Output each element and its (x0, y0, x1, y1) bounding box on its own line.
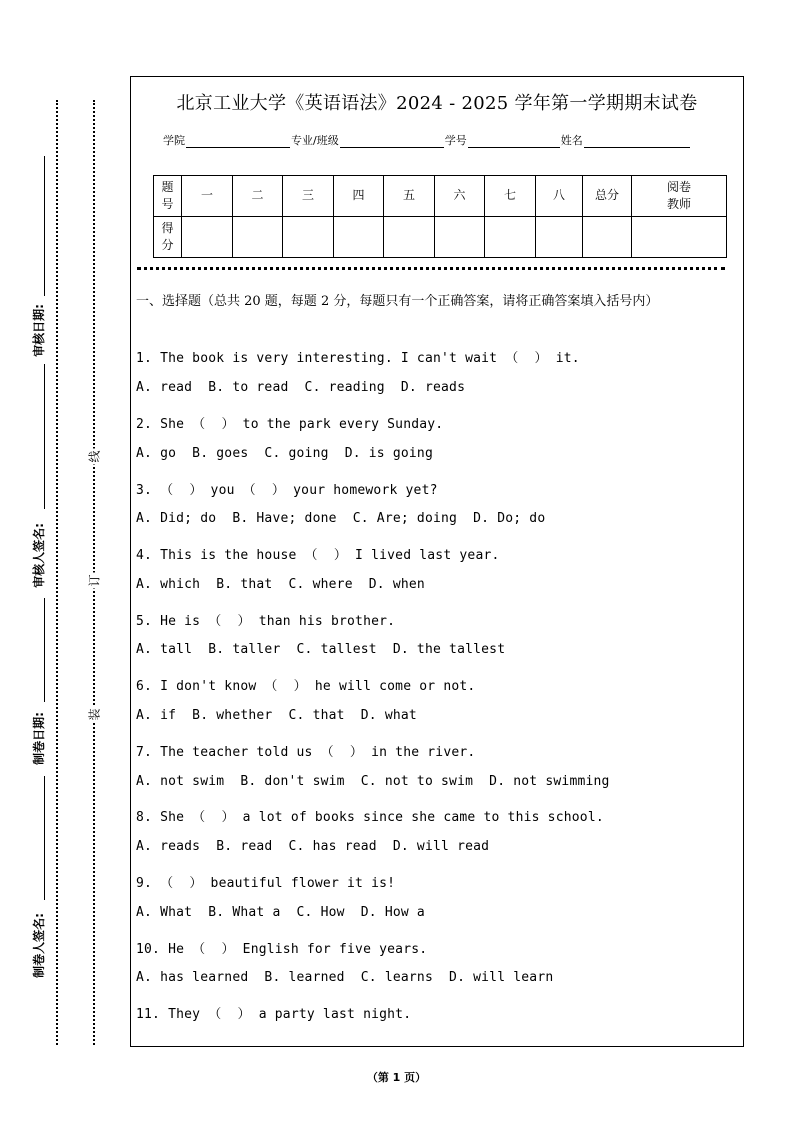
score-table (153, 175, 727, 258)
question-10: 10. He （ ） English for five years. (136, 942, 428, 957)
options-3: A. Did; do B. Have; done C. Are; doing D. Do; do (136, 511, 546, 526)
score-table-score-row (154, 217, 727, 258)
question-4: 4. This is the house （ ） I lived last year. (136, 548, 500, 563)
outer-dotted-line (56, 100, 58, 1045)
name-blank[interactable] (584, 136, 690, 148)
score-col-4: 四 (334, 176, 384, 217)
score-col-2: 二 (233, 176, 283, 217)
question-1: 1. The book is very interesting. I can't wait （ ） it. (136, 351, 580, 366)
section-instructions: 一、选择题（总共 20 题，每题 2 分，每题只有一个正确答案，请将正确答案填入括号内） (136, 294, 659, 309)
binding-char-seal: 装 (87, 708, 102, 721)
question-11: 11. They （ ） a party last night. (136, 1007, 412, 1022)
paper-date-blank[interactable] (44, 598, 45, 702)
paper-maker-signature-blank[interactable] (44, 776, 45, 900)
options-5: A. tall B. taller C. tallest D. the tallest (136, 642, 506, 657)
score-col-7: 七 (485, 176, 536, 217)
question-7: 7. The teacher told us （ ） in the river. (136, 745, 476, 760)
score-table-header-row (154, 176, 727, 217)
score-col-5: 五 (384, 176, 435, 217)
score-col-8: 八 (536, 176, 583, 217)
question-number-header: 题 号 (154, 176, 182, 217)
score-col-3: 三 (283, 176, 334, 217)
question-9: 9. （ ） beautiful flower it is! (136, 876, 396, 891)
options-8: A. reads B. read C. has read D. will read (136, 839, 490, 854)
dotted-separator (137, 267, 725, 270)
page-number: （第 1 页） (366, 1071, 427, 1084)
score-col-1: 一 (182, 176, 233, 217)
total-score-header: 总分 (583, 176, 632, 217)
options-1: A. read B. to read C. reading D. reads (136, 380, 466, 395)
major-class-label: 专业/班级 (291, 134, 339, 147)
grader-header: 阅卷 教师 (632, 176, 727, 217)
exam-title: 北京工业大学《英语语法》2024 - 2025 学年第一学期期末试卷 (176, 93, 698, 114)
score-cell-5[interactable] (384, 217, 435, 258)
question-3: 3. （ ） you （ ） your homework yet? (136, 483, 438, 498)
major-class-blank[interactable] (340, 136, 444, 148)
score-cell-3[interactable] (283, 217, 334, 258)
options-10: A. has learned B. learned C. learns D. will learn (136, 970, 554, 985)
question-8: 8. She （ ） a lot of books since she came to this school. (136, 810, 604, 825)
college-label: 学院 (163, 134, 185, 147)
name-label: 姓名 (560, 134, 583, 147)
binding-char-bind: 订 (87, 574, 102, 587)
question-5: 5. He is （ ） than his brother. (136, 614, 396, 629)
question-2: 2. She （ ） to the park every Sunday. (136, 417, 444, 432)
score-row-label: 得 分 (154, 217, 182, 258)
options-4: A. which B. that C. where D. when (136, 577, 425, 592)
score-col-6: 六 (435, 176, 485, 217)
student-id-label: 学号 (444, 134, 467, 147)
student-id-blank[interactable] (468, 136, 560, 148)
score-cell-6[interactable] (435, 217, 485, 258)
exam-frame (130, 76, 744, 1047)
student-info-row (163, 132, 691, 148)
options-2: A. go B. goes C. going D. is going (136, 446, 433, 461)
options-6: A. if B. whether C. that D. what (136, 708, 417, 723)
score-cell-1[interactable] (182, 217, 233, 258)
options-7: A. not swim B. don't swim C. not to swim D. not swimming (136, 774, 610, 789)
total-score-cell[interactable] (583, 217, 632, 258)
binding-char-line: 线 (87, 450, 102, 463)
grader-cell[interactable] (632, 217, 727, 258)
score-cell-4[interactable] (334, 217, 384, 258)
options-9: A. What B. What a C. How D. How a (136, 905, 425, 920)
review-date-blank[interactable] (44, 156, 45, 296)
college-blank[interactable] (186, 136, 290, 148)
score-cell-7[interactable] (485, 217, 536, 258)
reviewer-signature-label: 审核人签名: (31, 522, 46, 588)
paper-date-label: 制卷日期: (31, 711, 46, 765)
score-cell-2[interactable] (233, 217, 283, 258)
reviewer-signature-blank[interactable] (44, 364, 45, 509)
score-cell-8[interactable] (536, 217, 583, 258)
paper-maker-signature-label: 制卷人签名: (31, 912, 46, 978)
question-6: 6. I don't know （ ） he will come or not. (136, 679, 476, 694)
review-date-label: 审核日期: (31, 303, 46, 357)
